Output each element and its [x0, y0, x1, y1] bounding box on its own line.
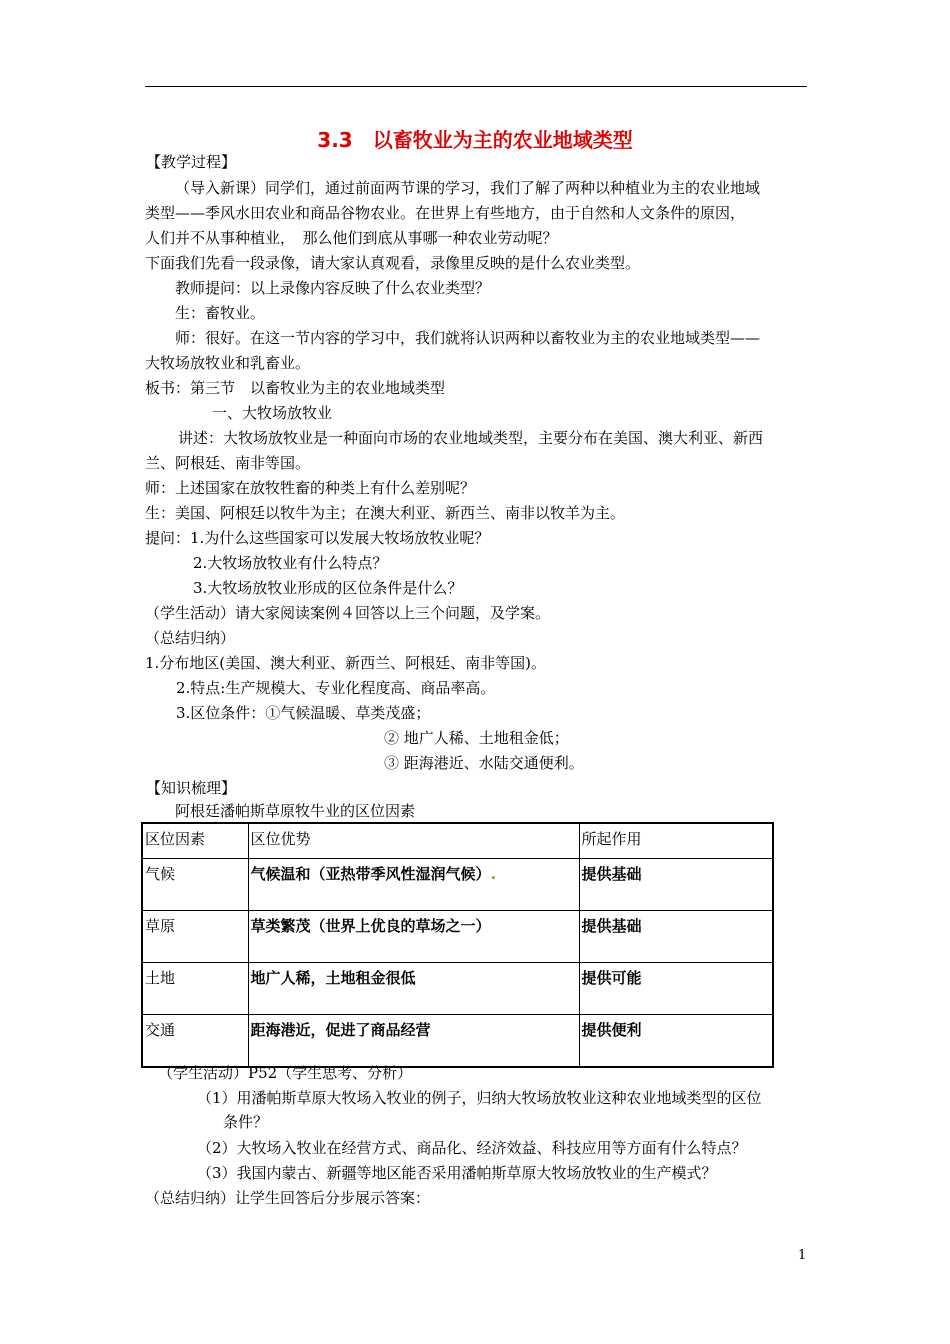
paragraph-line: 下面我们先看一段录像，请大家认真观看，录像里反映的是什么农业类型。: [145, 254, 641, 272]
paragraph-line: 大牧场放牧业和乳畜业。: [145, 354, 311, 372]
question-line: （3）我国内蒙古、新疆等地区能否采用潘帕斯草原大牧场放牧业的生产模式？: [197, 1164, 717, 1182]
table-cell: 提供可能: [579, 963, 773, 1015]
question-line: （2）大牧场入牧业在经营方式、商品化、经济效益、科技应用等方面有什么特点？: [197, 1139, 747, 1157]
paragraph-line: 生：畜牧业。: [175, 304, 266, 322]
table-cell: 距海港近，促进了商品经营: [248, 1015, 579, 1068]
header-rule: [145, 86, 807, 87]
paragraph-line: （学生活动）P52（学生思考、分析）: [158, 1064, 413, 1082]
table-caption: 阿根廷潘帕斯草原牧牛业的区位因素: [175, 802, 416, 820]
table-row: [142, 1015, 773, 1068]
paragraph-line: ③ 距海港近、水陆交通便利。: [384, 754, 584, 772]
table-cell: 提供基础: [579, 859, 773, 911]
paragraph-line: 3.大牧场放牧业形成的区位条件是什么？: [193, 579, 463, 597]
table-cell: 土地: [142, 963, 248, 1015]
paragraph-line: 讲述：大牧场放牧业是一种面向市场的农业地域类型，主要分布在美国、澳大利亚、新西: [178, 429, 764, 447]
paragraph-line: 1.分布地区(美国、澳大利亚、新西兰、阿根廷、南非等国)。: [145, 654, 547, 672]
table-header-cell: 所起作用: [579, 823, 773, 859]
subsection-heading: 一、大牧场放牧业: [212, 404, 333, 422]
paragraph-line: 2.特点:生产规模大、专业化程度高、商品率高。: [176, 679, 496, 697]
stray-mark-icon: .: [490, 865, 497, 883]
paragraph-line: 兰、阿根廷、南非等国。: [145, 454, 311, 472]
page-title: 3.3 以畜牧业为主的农业地域类型: [317, 128, 633, 152]
table-cell: 提供基础: [579, 911, 773, 963]
paragraph-line: （总结归纳）: [145, 629, 236, 647]
section-heading-knowledge: 【知识梳理】: [146, 779, 237, 797]
paragraph-line: ② 地广人稀、土地租金低；: [384, 729, 569, 747]
page-number: 1: [798, 1248, 807, 1263]
paragraph-line: 提问：1.为什么这些国家可以发展大牧场放牧业呢？: [145, 529, 490, 547]
table-cell: 地广人稀，土地租金很低: [248, 963, 579, 1015]
question-line: 条件？: [223, 1113, 269, 1131]
table-header-cell: 区位因素: [142, 823, 248, 859]
table-cell: 草原: [142, 911, 248, 963]
paragraph-line: 板书：第三节 以畜牧业为主的农业地域类型: [145, 379, 446, 397]
paragraph-line: 人们并不从事种植业， 那么他们到底从事哪一种农业劳动呢？: [145, 229, 558, 247]
paragraph-line: 师：上述国家在放牧牲畜的种类上有什么差别呢？: [145, 479, 476, 497]
table-header-cell: 区位优势: [248, 823, 579, 859]
table-cell: 草类繁茂（世界上优良的草场之一）: [248, 911, 579, 963]
table-row: [142, 963, 773, 1015]
location-factors-table: [141, 822, 774, 1068]
table-cell: 气候: [142, 859, 248, 911]
paragraph-line: 3.区位条件：①气候温暖、草类茂盛；: [176, 704, 431, 722]
paragraph-line: 师：很好。在这一节内容的学习中，我们就将认识两种以畜牧业为主的农业地域类型——: [175, 329, 761, 347]
table-cell: 气候温和（亚热带季风性湿润气候）.: [248, 859, 579, 911]
paragraph-line: 教师提问：以上录像内容反映了什么农业类型？: [175, 279, 491, 297]
question-line: （1）用潘帕斯草原大牧场入牧业的例子，归纳大牧场放牧业这种农业地域类型的区位: [197, 1089, 762, 1107]
paragraph-line: 类型——季风水田农业和商品谷物农业。在世界上有些地方，由于自然和人文条件的原因，: [145, 204, 746, 222]
paragraph-line: 2.大牧场放牧业有什么特点？: [193, 554, 388, 572]
section-heading-process: 【教学过程】: [146, 153, 237, 171]
table-header-row: [142, 823, 773, 859]
table-cell: 交通: [142, 1015, 248, 1068]
table-row: [142, 911, 773, 963]
paragraph-line: （导入新课）同学们，通过前面两节课的学习，我们了解了两种以种植业为主的农业地域: [175, 179, 761, 197]
paragraph-line: （学生活动）请大家阅读案例４回答以上三个问题，及学案。: [145, 604, 551, 622]
table-row: [142, 859, 773, 911]
paragraph-line: 生：美国、阿根廷以牧牛为主；在澳大利亚、新西兰、南非以牧羊为主。: [145, 504, 626, 522]
table-cell: 提供便利: [579, 1015, 773, 1068]
paragraph-line: （总结归纳）让学生回答后分步展示答案：: [145, 1189, 431, 1207]
